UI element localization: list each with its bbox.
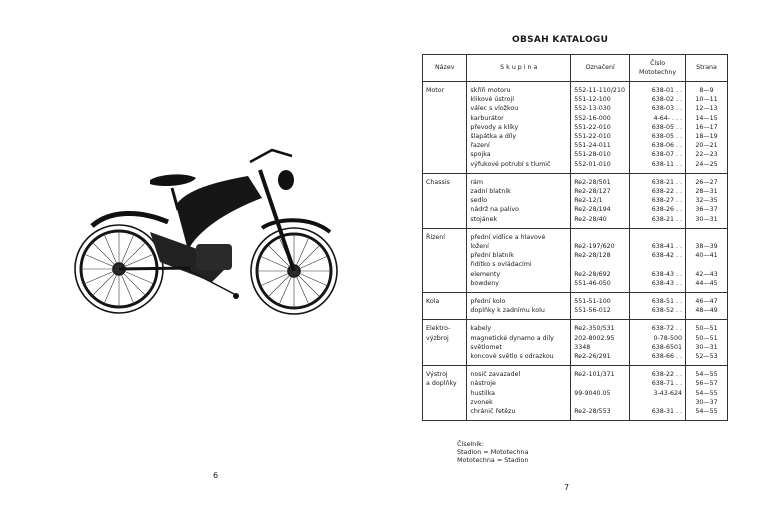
group-item-cell xyxy=(467,82,571,174)
catalog-number: 638-72 . . xyxy=(651,325,683,333)
group-item: skříň motoru xyxy=(470,87,511,94)
page-range: 30—31 xyxy=(695,215,718,223)
group-item: válec s vložkou xyxy=(470,105,519,113)
code-item: Re2-28/128 xyxy=(574,252,611,260)
group-item: nádrž na palivo xyxy=(470,206,519,214)
table-row xyxy=(423,293,728,320)
code-item xyxy=(574,233,626,242)
code-item: 99-9040.05 xyxy=(574,389,611,397)
group-item: zvonek xyxy=(470,398,493,406)
code-item-cell xyxy=(571,366,630,421)
section-name-cell xyxy=(423,228,467,292)
page-range: 24—25 xyxy=(695,160,718,168)
group-item: řazení xyxy=(470,142,490,150)
code-item: 552-16-000 xyxy=(574,114,611,122)
catalog-number xyxy=(633,233,682,242)
catalog-number: 638-26 . . xyxy=(651,206,683,214)
page-range-cell xyxy=(686,320,728,366)
group-item: elementy xyxy=(470,270,501,278)
catalog-number: 638-42 . . xyxy=(651,252,683,260)
page-range: 8—9 xyxy=(699,87,714,94)
code-item: Re2-28/692 xyxy=(574,270,611,278)
group-item: koncové světlo s odrazkou xyxy=(470,353,554,361)
code-item: Re2-28/40 xyxy=(574,215,607,223)
catalog-number: 638-43 . . xyxy=(651,279,683,287)
catalog-title: OBSAH KATALOGU xyxy=(512,35,609,45)
page-range: 22—23 xyxy=(695,151,718,159)
catalog-number: 638-03 . . xyxy=(651,105,683,113)
group-item: bowdeny xyxy=(470,279,499,287)
code-item xyxy=(574,379,626,388)
page-range: 48—49 xyxy=(695,307,718,315)
catalog-number: 4-64- . . . xyxy=(653,114,683,122)
section-name: výzbroj xyxy=(426,334,449,342)
header-code: Označení xyxy=(571,55,630,82)
group-item: přední kolo xyxy=(470,298,506,306)
group-item: hustilka xyxy=(470,389,496,397)
catalog-number: 638-05 . . xyxy=(651,133,683,141)
section-name-cell xyxy=(423,82,467,174)
group-item-cell xyxy=(467,320,571,366)
catalog-number: 638-01 . . xyxy=(651,87,683,94)
page-range: 54—55 xyxy=(695,408,718,416)
section-name: Elektro- xyxy=(426,325,451,333)
page-range: 30—31 xyxy=(695,343,718,351)
group-item: zadní blatník xyxy=(470,188,511,196)
group-item-cell xyxy=(467,228,571,292)
group-item-cell xyxy=(467,293,571,320)
code-item: 551-28-010 xyxy=(574,151,611,159)
code-item: 552-01-010 xyxy=(574,160,611,168)
group-item: karburátor xyxy=(470,114,504,122)
page-range: 16—17 xyxy=(695,123,718,131)
page-range: 18—19 xyxy=(695,133,718,141)
page-range xyxy=(689,233,724,242)
section-name-cell xyxy=(423,366,467,421)
catalog-number: 638-22 . . xyxy=(651,371,683,379)
page-range xyxy=(689,260,724,269)
page-range: 40—41 xyxy=(695,252,718,260)
catalog-number-cell xyxy=(630,293,686,320)
code-item-cell xyxy=(571,320,630,366)
catalog-number-cell xyxy=(630,320,686,366)
group-item: světlomet xyxy=(470,343,502,351)
page-range: 30—37 xyxy=(695,398,718,406)
page-range: 50—51 xyxy=(695,325,718,333)
catalog-number xyxy=(633,260,682,269)
table-body xyxy=(423,82,728,421)
code-item: 551-51-100 xyxy=(574,298,611,306)
page-range: 54—55 xyxy=(695,371,718,379)
code-item: Re2-28/194 xyxy=(574,206,611,214)
group-item: přední blatník xyxy=(470,252,514,260)
group-item: sedlo xyxy=(470,197,488,205)
catalog-number: 638-22 . . xyxy=(651,188,683,196)
page-range: 54—55 xyxy=(695,389,718,397)
catalog-number: 638-02 . . xyxy=(651,96,683,104)
page-range: 42—43 xyxy=(695,270,718,278)
page-range-cell xyxy=(686,366,728,421)
group-item: přední vidlice a hlavové xyxy=(470,233,546,241)
page-range: 46—47 xyxy=(695,298,718,306)
group-item: převody a klíky xyxy=(470,123,519,131)
group-item: řidítko s ovládacími xyxy=(470,261,532,269)
page-range-cell xyxy=(686,228,728,292)
section-name: a doplňky xyxy=(426,380,457,388)
legend-line: Stadion = Mototechna xyxy=(457,448,529,456)
table-row xyxy=(423,366,728,421)
page-range: 26—27 xyxy=(695,178,718,186)
catalog-number: 638-21 . . xyxy=(651,178,683,186)
code-item xyxy=(574,260,626,269)
catalog-number: 0-78-500 xyxy=(653,334,683,342)
page-range-cell xyxy=(686,293,728,320)
code-item: 551-56-012 xyxy=(574,307,611,315)
page-range-cell xyxy=(686,173,728,228)
page-range: 56—57 xyxy=(695,380,718,388)
section-name: Řízení xyxy=(426,233,446,241)
code-item-cell xyxy=(571,293,630,320)
code-item: Re2-28/553 xyxy=(574,408,611,416)
page-range: 10—11 xyxy=(695,96,718,104)
catalog-number: 638-05 . . xyxy=(651,123,683,131)
code-item-cell xyxy=(571,228,630,292)
legend-line: Mototechna = Stadion xyxy=(457,456,529,464)
group-item: chránič řetězu xyxy=(470,408,516,416)
table-row xyxy=(423,228,728,292)
group-item: rám xyxy=(470,178,483,186)
table-row xyxy=(423,320,728,366)
legend xyxy=(457,440,529,464)
catalog-number: 638-06 . . xyxy=(651,142,683,150)
code-item: 3348 xyxy=(574,343,591,351)
header-group: S k u p i n a xyxy=(467,55,571,82)
code-item: Re2-28/127 xyxy=(574,188,611,196)
section-name-cell xyxy=(423,293,467,320)
group-item: spojka xyxy=(470,151,491,159)
group-item-cell xyxy=(467,173,571,228)
code-item: 552-11-110/210 xyxy=(574,87,625,94)
page-range: 20—21 xyxy=(695,142,718,150)
catalog-number: 638-21 . . xyxy=(651,215,683,223)
legend-title: Číselník: xyxy=(457,440,484,448)
right-page-number: 7 xyxy=(564,483,570,492)
catalog-number-cell xyxy=(630,82,686,174)
page-range-cell xyxy=(686,82,728,174)
header-catalog-no: Číslo Mototechny xyxy=(630,55,686,82)
page-range: 14—15 xyxy=(695,114,718,122)
contents-table xyxy=(422,54,728,421)
page-range: 28—31 xyxy=(695,188,718,196)
catalog-number-cell xyxy=(630,366,686,421)
section-name-cell xyxy=(423,320,467,366)
group-item: šlapátka a díly xyxy=(470,133,517,141)
group-item: klikové ústrojí xyxy=(470,96,514,104)
catalog-number-cell xyxy=(630,173,686,228)
code-item: 551-12-100 xyxy=(574,96,611,104)
page-range: 44—45 xyxy=(695,279,718,287)
code-item: 551-46-050 xyxy=(574,279,611,287)
group-item: nástroje xyxy=(470,380,496,388)
catalog-number: 638-07 . . xyxy=(651,151,683,159)
code-item-cell xyxy=(571,82,630,174)
header-page: Strana xyxy=(686,55,728,82)
section-name-cell xyxy=(423,173,467,228)
catalog-number: 638-66 . . xyxy=(651,353,683,361)
catalog-number: 638-31 . . xyxy=(651,408,683,416)
code-item: Re2-28/501 xyxy=(574,178,611,186)
code-item: Re2-101/371 xyxy=(574,371,615,379)
group-item: kabely xyxy=(470,325,492,333)
group-item: nosič zavazadel xyxy=(470,371,521,379)
table-row xyxy=(423,173,728,228)
code-item-cell xyxy=(571,173,630,228)
catalog-number: 638-6501 xyxy=(651,343,683,351)
catalog-number-cell xyxy=(630,228,686,292)
group-item-cell xyxy=(467,366,571,421)
group-item: výfukové potrubí s tlumič xyxy=(470,160,551,168)
page-range: 32—35 xyxy=(695,197,718,205)
page-range: 12—13 xyxy=(695,105,718,113)
catalog-number: 638-27 . . xyxy=(651,197,683,205)
catalog-number: 638-71 . . xyxy=(651,380,683,388)
group-item: magnetické dynamo a díly xyxy=(470,334,554,342)
code-item: 202-8002.95 xyxy=(574,334,615,342)
group-item: stojánek xyxy=(470,215,498,223)
code-item: Re2-197/620 xyxy=(574,243,615,251)
catalog-number: 638-41 . . xyxy=(651,243,683,251)
code-item xyxy=(574,398,626,407)
page-range: 50—51 xyxy=(695,334,718,342)
page-range: 38—39 xyxy=(695,243,718,251)
catalog-number: 3-43-624 xyxy=(653,389,683,397)
page-range: 36—37 xyxy=(695,206,718,214)
code-item: 551-24-011 xyxy=(574,142,611,150)
section-name: Motor xyxy=(426,87,445,94)
header-name: Název xyxy=(423,55,467,82)
catalog-number: 638-51 . . xyxy=(651,298,683,306)
code-item: Re2-12/1 xyxy=(574,197,603,205)
code-item: 551-22-010 xyxy=(574,123,611,131)
group-item: doplňky k zadnímu kolu xyxy=(470,307,545,315)
code-item: Re2-26/291 xyxy=(574,353,611,361)
catalog-number: 638-11 . . xyxy=(651,160,683,168)
table-row xyxy=(423,82,728,174)
code-item: 551-22-010 xyxy=(574,133,611,141)
left-page-number: 6 xyxy=(213,471,219,480)
catalog-number xyxy=(633,398,682,407)
group-item: ložení xyxy=(470,243,489,251)
section-name: Kola xyxy=(426,298,440,306)
page-range: 52—53 xyxy=(695,353,718,361)
catalog-number: 638-52 . . xyxy=(651,307,683,315)
code-item: Re2-350/531 xyxy=(574,325,615,333)
table-header xyxy=(423,55,728,82)
code-item: 552-13-030 xyxy=(574,105,611,113)
section-name: Chassis xyxy=(426,178,450,186)
catalog-number: 638-43 . . xyxy=(651,270,683,278)
section-name: Výstroj xyxy=(426,371,448,379)
